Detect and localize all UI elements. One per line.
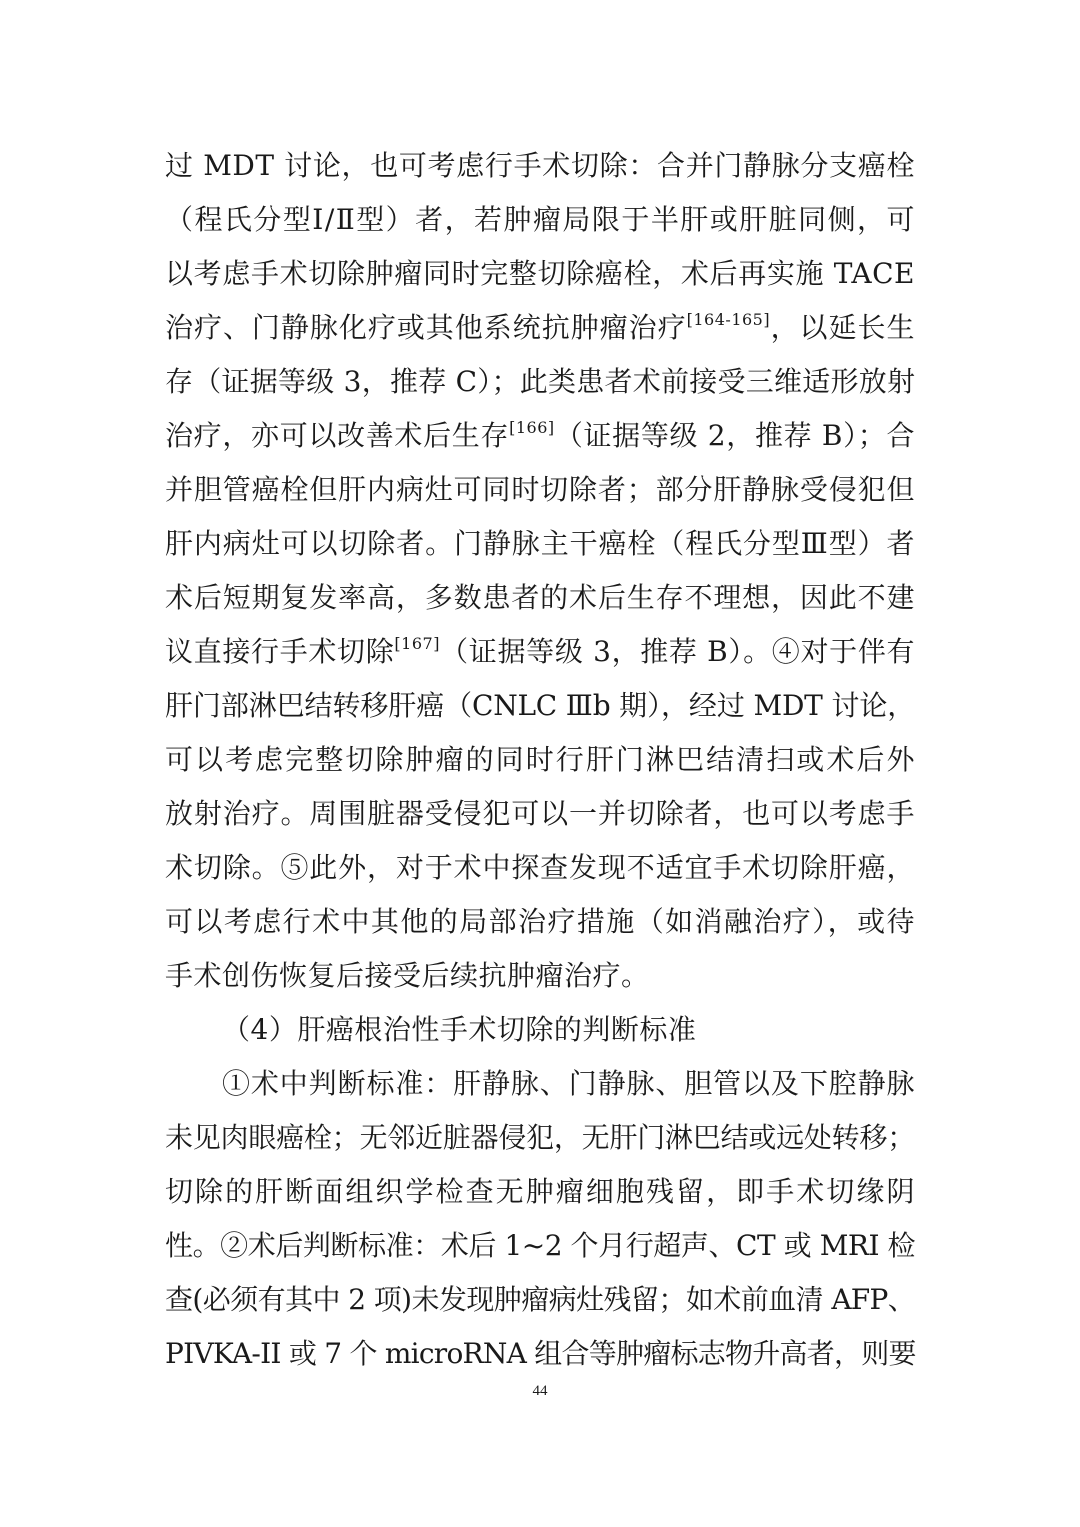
body-text-line: 可以考虑完整切除肿瘤的同时行肝门淋巴结清扫或术后外 xyxy=(165,743,915,776)
citation-ref: [164-165] xyxy=(686,310,771,329)
body-text-line: 术后短期复发率高，多数患者的术后生存不理想，因此不建 xyxy=(165,581,915,614)
body-text-line: 手术创伤恢复后接受后续抗肿瘤治疗。 xyxy=(165,959,650,992)
body-text-line: 未见肉眼癌栓；无邻近脏器侵犯，无肝门淋巴结或远处转移； xyxy=(165,1121,915,1154)
body-text-line xyxy=(165,625,915,679)
body-text-line xyxy=(165,409,915,463)
body-text-line: 肝内病灶可以切除者。门静脉主干癌栓（程氏分型Ⅲ型）者 xyxy=(165,527,915,560)
body-text-line: 存（证据等级 3，推荐 C）；此类患者术前接受三维适形放射 xyxy=(165,365,916,398)
body-text-span: （证据等级 2，推荐 B）；合 xyxy=(554,419,915,452)
body-text-line: 放射治疗。周围脏器受侵犯可以一并切除者，也可以考虑手 xyxy=(165,797,915,830)
body-text-span: 治疗，亦可以改善术后生存 xyxy=(165,419,510,452)
section-heading: （4）肝癌根治性手术切除的判断标准 xyxy=(222,1013,697,1046)
body-text-line: （程氏分型Ⅰ/Ⅱ型）者，若肿瘤局限于半肝或肝脏同侧，可 xyxy=(165,203,915,236)
body-text-line: ①术中判断标准：肝静脉、门静脉、胆管以及下腔静脉 xyxy=(222,1067,915,1100)
body-text-line: 切除的肝断面组织学检查无肿瘤细胞残留，即手术切缘阴 xyxy=(165,1175,915,1208)
body-text-line: 查(必须有其中 2 项)未发现肿瘤病灶残留；如术前血清 AFP、 xyxy=(165,1283,915,1316)
body-text-line: 性。②术后判断标准：术后 1~2 个月行超声、CT 或 MRI 检 xyxy=(165,1229,915,1262)
body-text-line: 术切除。⑤此外，对于术中探查发现不适宜手术切除肝癌， xyxy=(165,851,915,884)
body-text-line xyxy=(165,301,915,355)
body-text-span: （证据等级 3，推荐 B）。④对于伴有 xyxy=(439,635,915,668)
body-text-span: ，以延长生 xyxy=(770,311,915,344)
body-text-span: 议直接行手术切除 xyxy=(165,635,395,668)
body-text-line: 以考虑手术切除肿瘤同时完整切除癌栓，术后再实施 TACE xyxy=(165,257,915,290)
body-text-line: 并胆管癌栓但肝内病灶可同时切除者；部分肝静脉受侵犯但 xyxy=(165,473,915,506)
body-text-line: PIVKA-II 或 7 个 microRNA 组合等肿瘤标志物升高者，则要 xyxy=(165,1337,916,1370)
body-text-line: 可以考虑行术中其他的局部治疗措施（如消融治疗），或待 xyxy=(165,905,915,938)
citation-ref: [166] xyxy=(509,418,555,437)
body-text-line: 过 MDT 讨论，也可考虑行手术切除：合并门静脉分支癌栓 xyxy=(165,149,915,182)
body-text-line: 肝门部淋巴结转移肝癌（CNLC Ⅲb 期），经过 MDT 讨论， xyxy=(165,689,915,722)
citation-ref: [167] xyxy=(394,634,440,653)
page-number: 44 xyxy=(532,1383,548,1399)
body-text-span: 治疗、门静脉化疗或其他系统抗肿瘤治疗 xyxy=(165,311,687,344)
